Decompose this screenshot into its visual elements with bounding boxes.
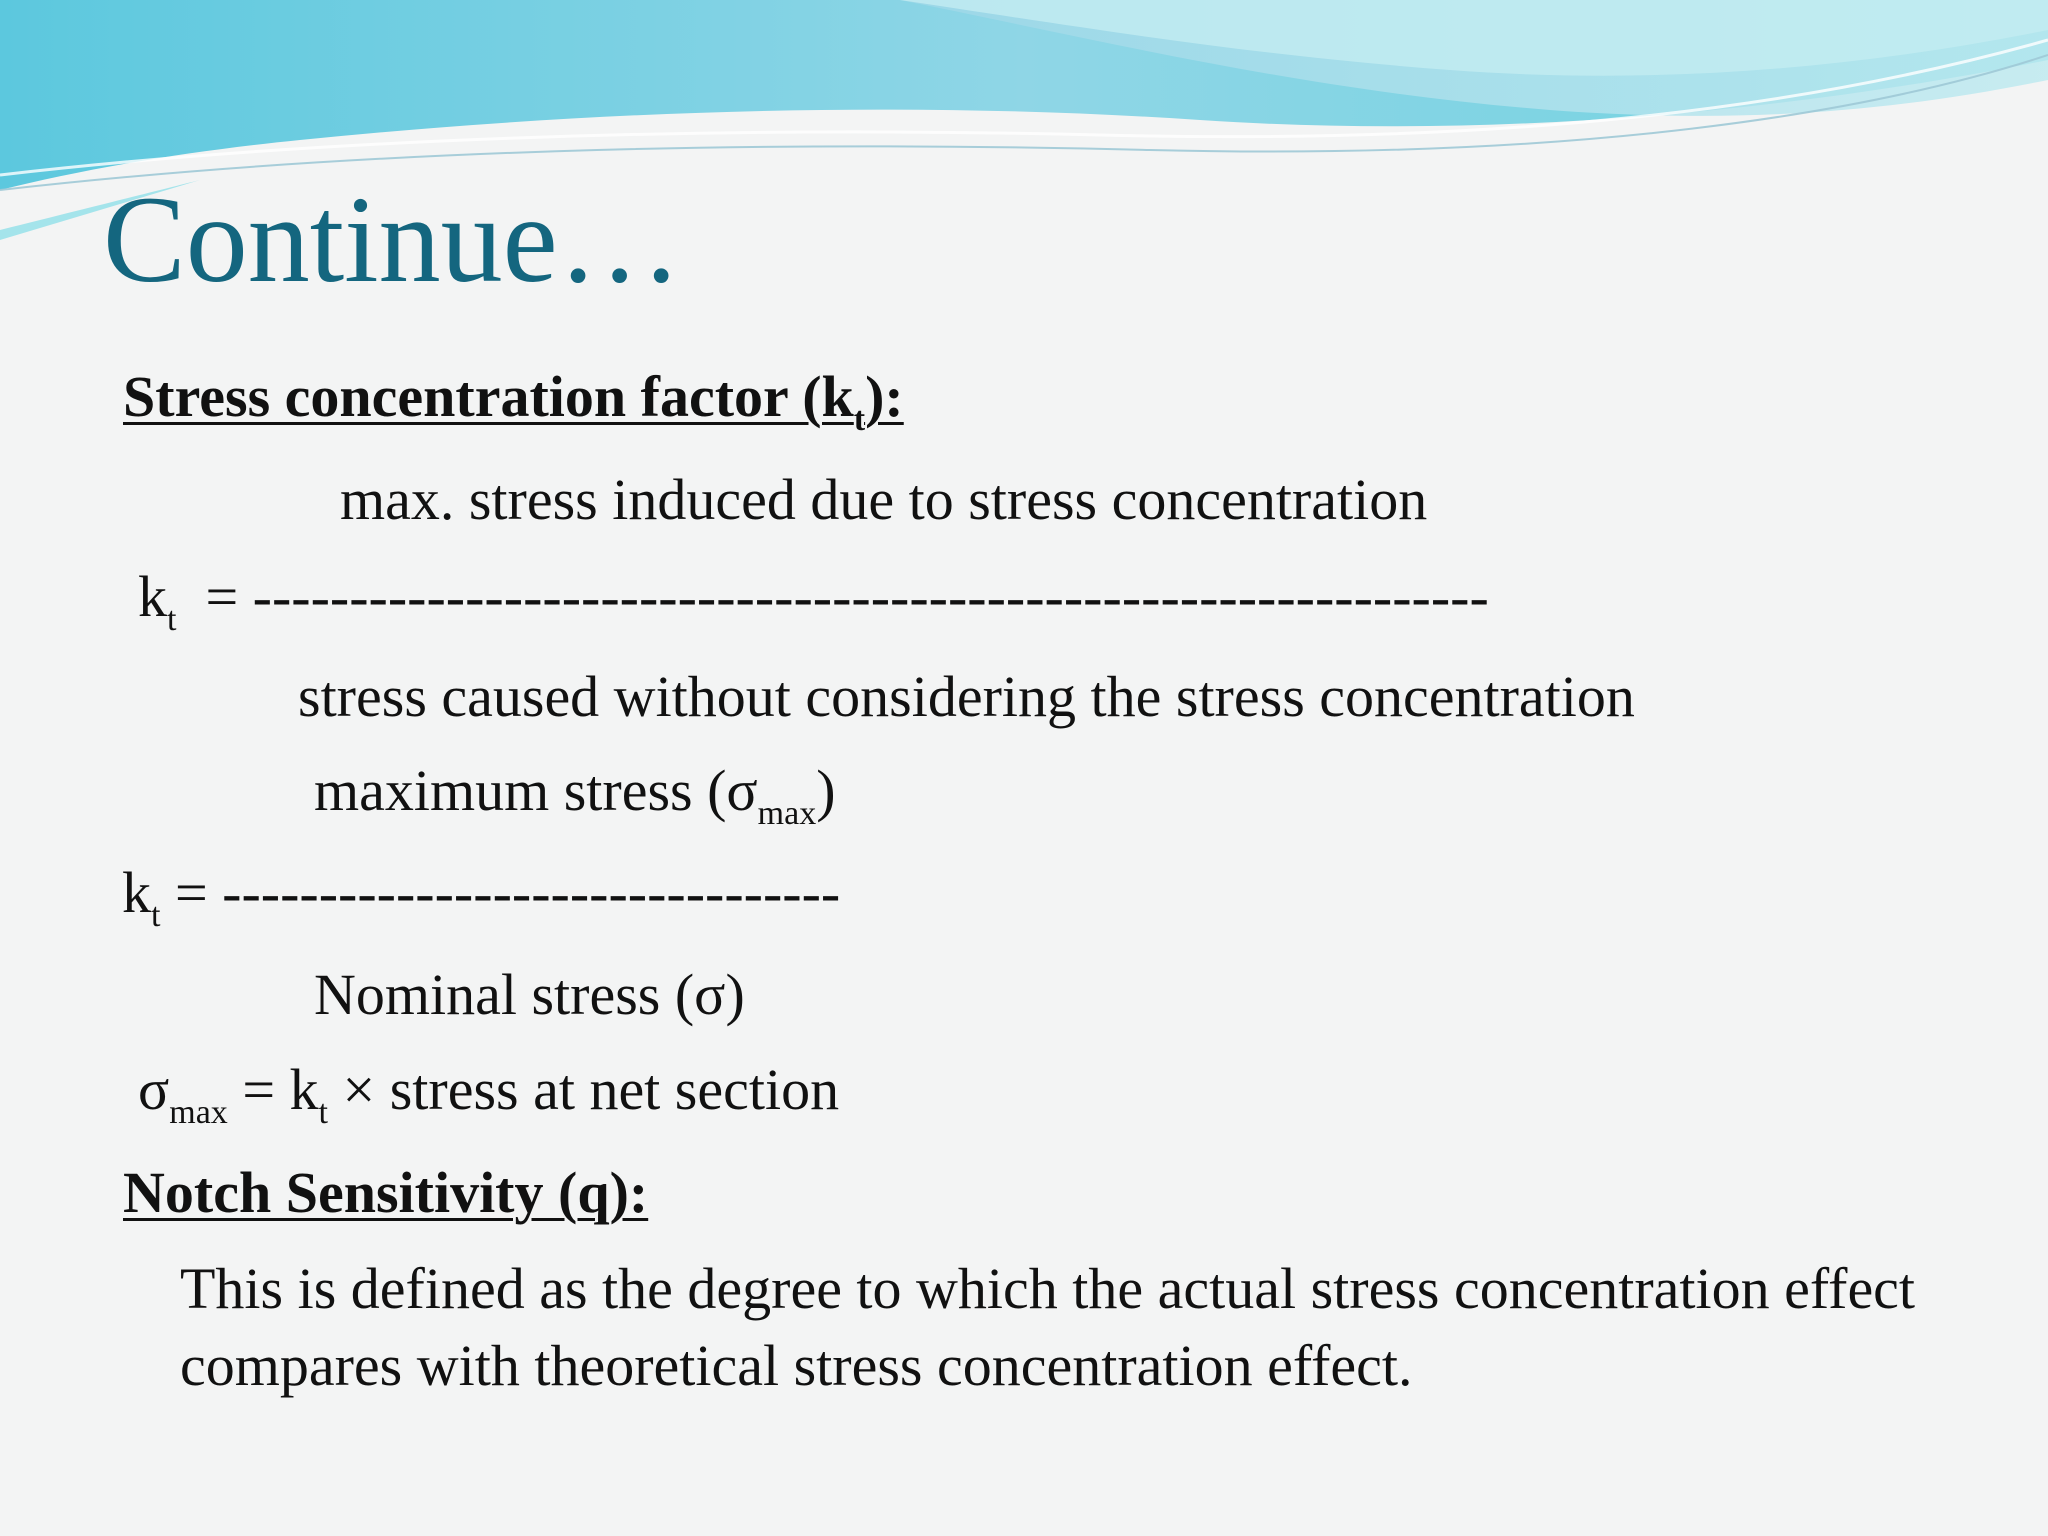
formula2-numerator-subscript: max — [757, 795, 817, 832]
formula2-lhs: k — [122, 860, 151, 925]
formula2-numerator — [314, 756, 836, 832]
formula1-lhs-subscript: t — [167, 601, 177, 638]
formula3-sigma-subscript: max — [169, 1094, 228, 1131]
formula1-lhs: k — [138, 564, 167, 629]
stress-concentration-heading — [123, 362, 904, 438]
heading-end: ): — [865, 364, 904, 429]
formula1-numerator: max. stress induced due to stress concentration — [340, 467, 1428, 532]
formula2-lhs-subscript: t — [151, 897, 161, 934]
formula3-mid: = k — [227, 1057, 319, 1122]
notch-sensitivity-heading: Notch Sensitivity (q): — [123, 1160, 649, 1225]
formula1-denominator: stress caused without considering the stress concentration — [298, 664, 1635, 729]
formula3-sigma: σ — [138, 1057, 170, 1122]
formula3 — [138, 1055, 840, 1131]
formula1-dashes: = ---------------------------------------------------------------- — [176, 564, 1489, 629]
formula2-dashes: = -------------------------------- — [160, 860, 841, 925]
notch-sensitivity-definition: This is defined as the degree to which the actual stress concentration effect compares with theoretical stress concentration effect. — [180, 1256, 1916, 1398]
formula3-k-subscript: t — [318, 1094, 328, 1131]
formula2-fraction-line — [122, 858, 841, 934]
heading-subscript: t — [853, 401, 866, 438]
slide-title: Continue… — [103, 171, 682, 308]
heading-text: Stress concentration factor (k — [123, 364, 854, 429]
formula3-rest: × stress at net section — [327, 1057, 840, 1122]
formula2-numerator-text: maximum stress (σ — [314, 758, 758, 823]
formula1-fraction-line — [138, 562, 1489, 638]
formula2-numerator-end: ) — [816, 758, 836, 823]
formula2-denominator: Nominal stress (σ) — [314, 962, 745, 1027]
